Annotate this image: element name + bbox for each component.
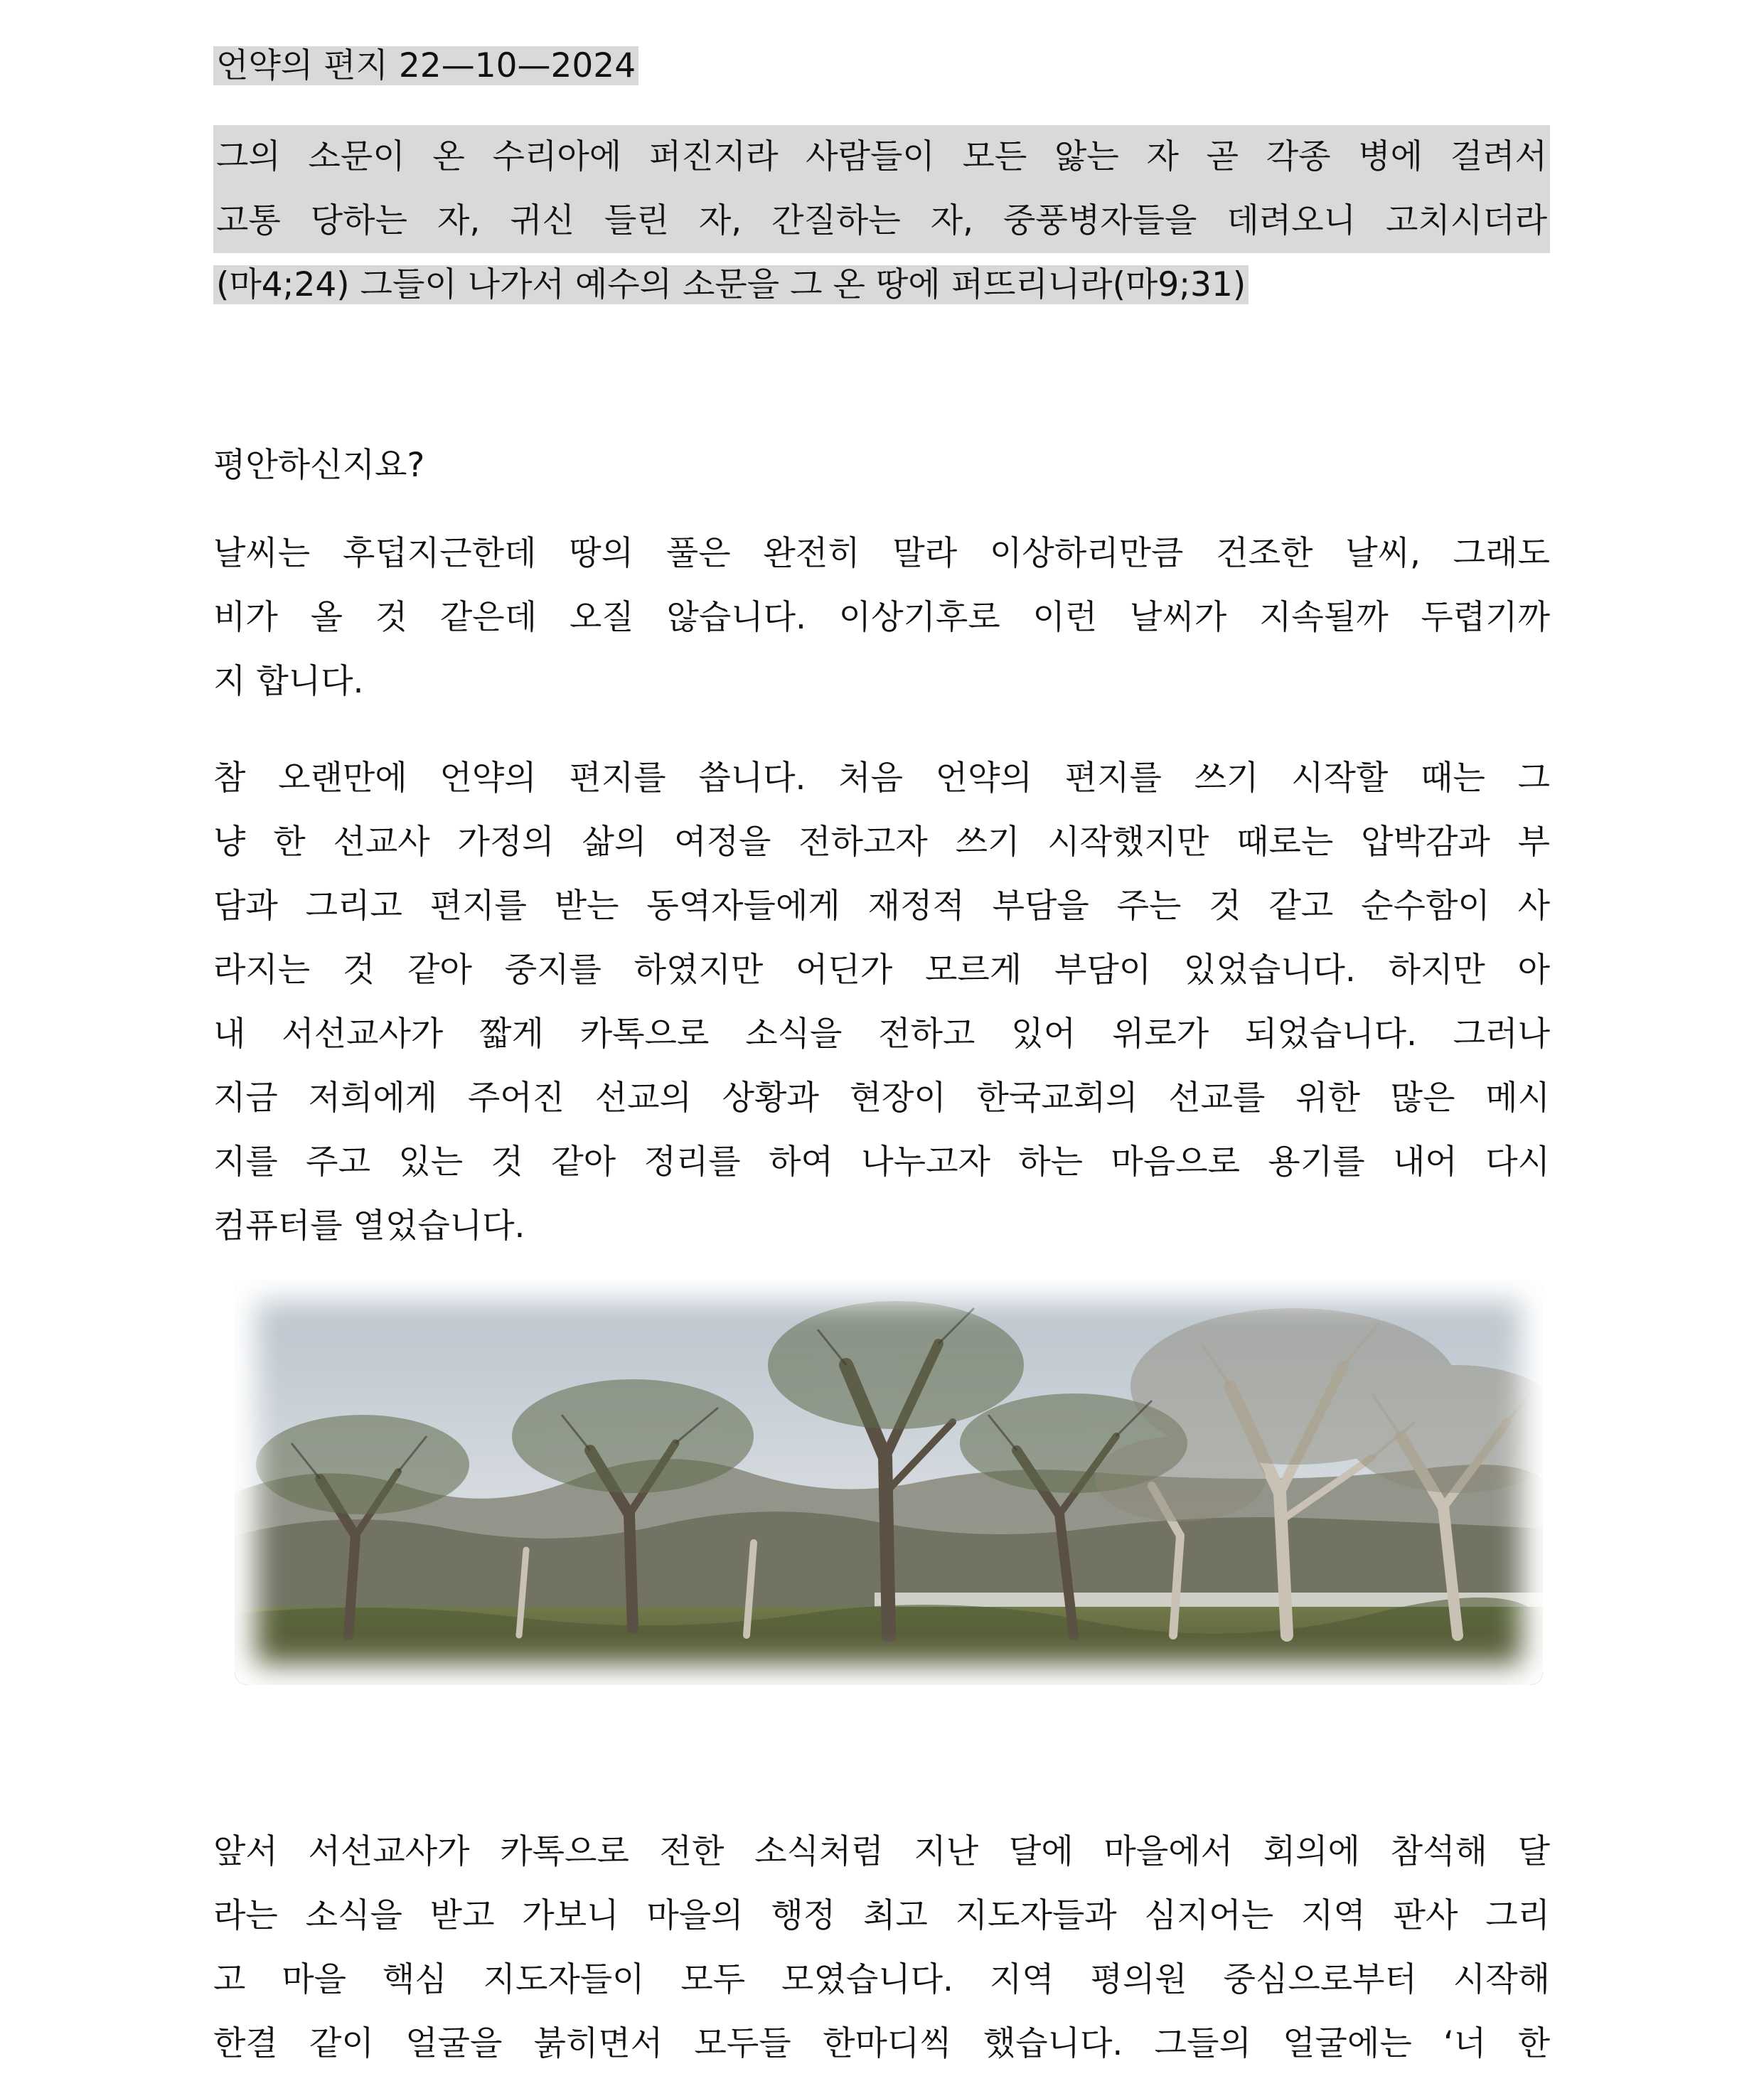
letter-title: 언약의 편지 22—10—2024 — [213, 46, 638, 85]
paragraph-village-meeting — [213, 1820, 1550, 2076]
verse-line: (마4;24) 그들이 나가서 예수의 소문을 그 온 땅에 퍼뜨리니라(마9;31) — [213, 265, 1249, 304]
scripture-verse — [213, 125, 1550, 317]
paragraph-line: 비가 올 것 같은데 오질 않습니다. 이상기후로 이런 날씨가 지속될까 두렵기까 — [213, 598, 1550, 637]
paragraph-line: 한결 같이 얼굴을 붉히면서 모두들 한마디씩 했습니다. 그들의 얼굴에는 ‘너 한 — [213, 2024, 1550, 2063]
paragraph-line: 냥 한 선교사 가정의 삶의 여정을 전하고자 쓰기 시작했지만 때로는 압박감과 부 — [213, 823, 1550, 862]
paragraph-line: 라는 소식을 받고 가보니 마을의 행정 최고 지도자들과 심지어는 지역 판사 그리 — [213, 1896, 1550, 1935]
paragraph-weather — [213, 522, 1550, 714]
paragraph-line: 앞서 서선교사가 카톡으로 전한 소식처럼 지난 달에 마을에서 회의에 참석해 달 — [213, 1832, 1550, 1871]
paragraph-line: 날씨는 후덥지근한데 땅의 풀은 완전히 말라 이상하리만큼 건조한 날씨, 그래도 — [213, 534, 1550, 573]
paragraph-line: 지 합니다. — [213, 662, 364, 701]
paragraph-line: 고 마을 핵심 지도자들이 모두 모였습니다. 지역 평의원 중심으로부터 시작해 — [213, 1960, 1550, 1999]
paragraph-line: 참 오랜만에 언약의 편지를 씁니다. 처음 언약의 편지를 쓰기 시작할 때는 그 — [213, 759, 1550, 798]
verse-line: 고통 당하는 자, 귀신 들린 자, 간질하는 자, 중풍병자들을 데려오니 고치시더라 — [213, 189, 1550, 253]
letter-title-block — [213, 34, 638, 98]
verse-line: 그의 소문이 온 수리아에 퍼진지라 사람들이 모든 앓는 자 곧 각종 병에 걸려서 — [213, 125, 1550, 189]
dry-trees-photo — [235, 1280, 1543, 1685]
paragraph-line: 컴퓨터를 열었습니다. — [213, 1207, 525, 1246]
paragraph-line: 지금 저희에게 주어진 선교의 상황과 현장이 한국교회의 선교를 위한 많은 메시 — [213, 1079, 1550, 1118]
paragraph-line: 지를 주고 있는 것 같아 정리를 하여 나누고자 하는 마음으로 용기를 내어 다시 — [213, 1143, 1550, 1182]
greeting: 평안하신지요? — [213, 446, 425, 485]
paragraph-letter-purpose — [213, 747, 1550, 1258]
paragraph-line: 담과 그리고 편지를 받는 동역자들에게 재정적 부담을 주는 것 같고 순수함이 사 — [213, 887, 1550, 926]
paragraph-line: 내 서선교사가 짧게 카톡으로 소식을 전하고 있어 위로가 되었습니다. 그러나 — [213, 1015, 1550, 1054]
paragraph-line: 라지는 것 같아 중지를 하였지만 어딘가 모르게 부담이 있었습니다. 하지만 아 — [213, 951, 1550, 990]
